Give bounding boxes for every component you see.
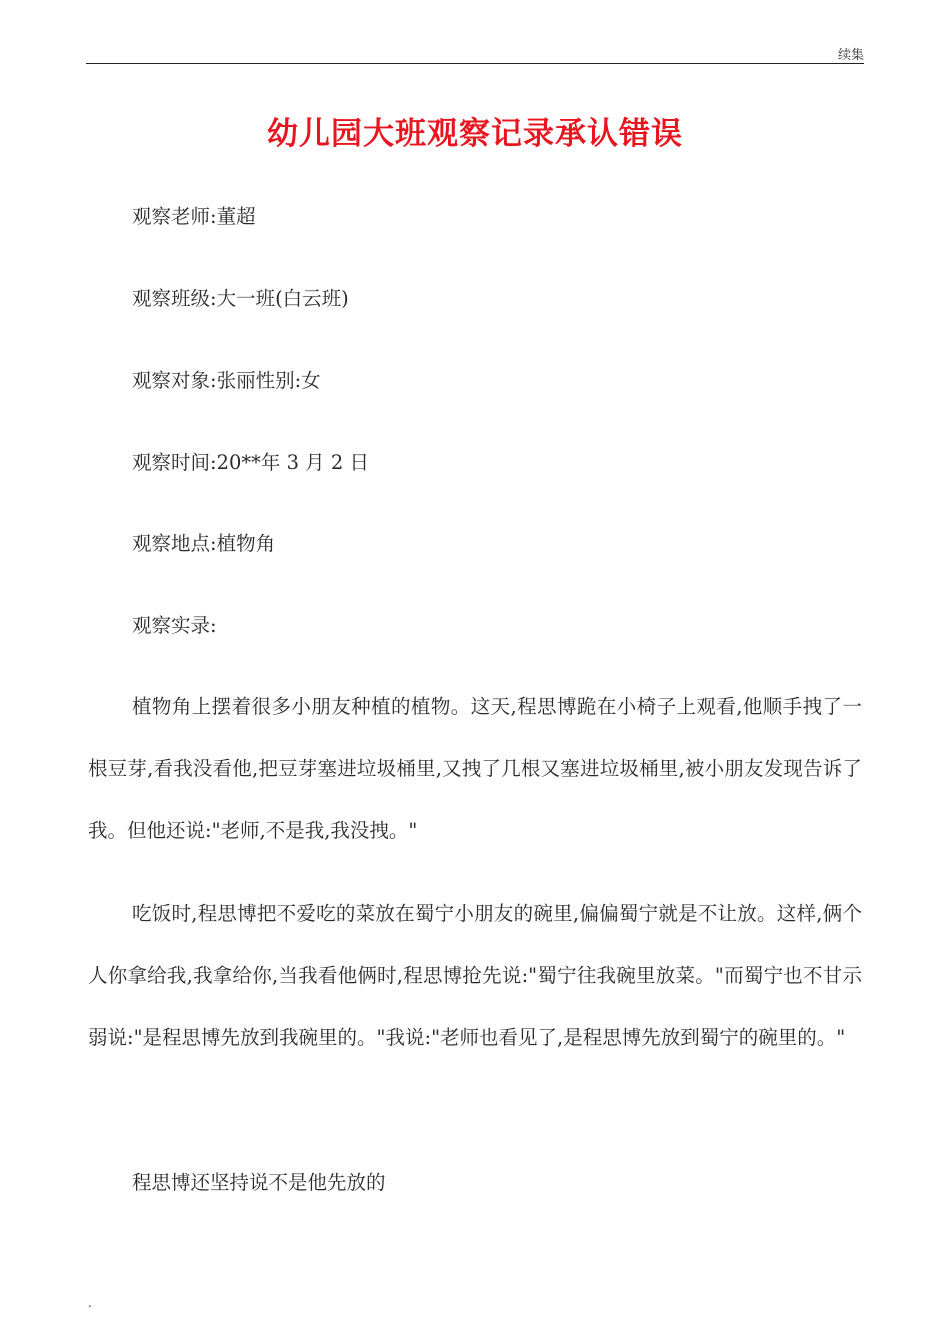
meta-observed-class: 观察班级:大一班(白云班) — [132, 287, 349, 310]
paragraph-plant-corner: 植物角上摆着很多小朋友种植的植物。这天,程思博跪在小椅子上观看,他顺手拽了一根豆芽,看我没看他,把豆芽塞进垃圾桶里,又拽了几根又塞进垃圾桶里,被小朋友发现告诉了我。但他还说:"老师,不是我,我没拽。" — [88, 695, 862, 842]
header-divider — [86, 63, 864, 64]
paragraph-insist: 程思博还坚持说不是他先放的 — [132, 1171, 386, 1194]
footer-mark: . — [88, 1296, 92, 1310]
document-title: 幼儿园大班观察记录承认错误 — [267, 116, 683, 152]
meta-observed-child: 观察对象:张丽性别:女 — [132, 369, 321, 392]
header-label: 续集 — [837, 48, 864, 63]
meta-observation-location: 观察地点:植物角 — [132, 532, 276, 555]
paragraph-lunch: 吃饭时,程思博把不爱吃的菜放在蜀宁小朋友的碗里,偏偏蜀宁就是不让放。这样,俩个人你拿给我,我拿给你,当我看他俩时,程思博抢先说:"蜀宁往我碗里放菜。"而蜀宁也不甘示弱说:"是程思博先放到我碗里的。"我说:"老师也看见了,是程思博先放到蜀宁的碗里的。" — [88, 902, 862, 1049]
meta-observation-time: 观察时间:20**年 3 月 2 日 — [132, 451, 369, 474]
meta-observer-teacher: 观察老师:董超 — [132, 205, 256, 228]
meta-observation-record-heading: 观察实录: — [132, 614, 217, 637]
